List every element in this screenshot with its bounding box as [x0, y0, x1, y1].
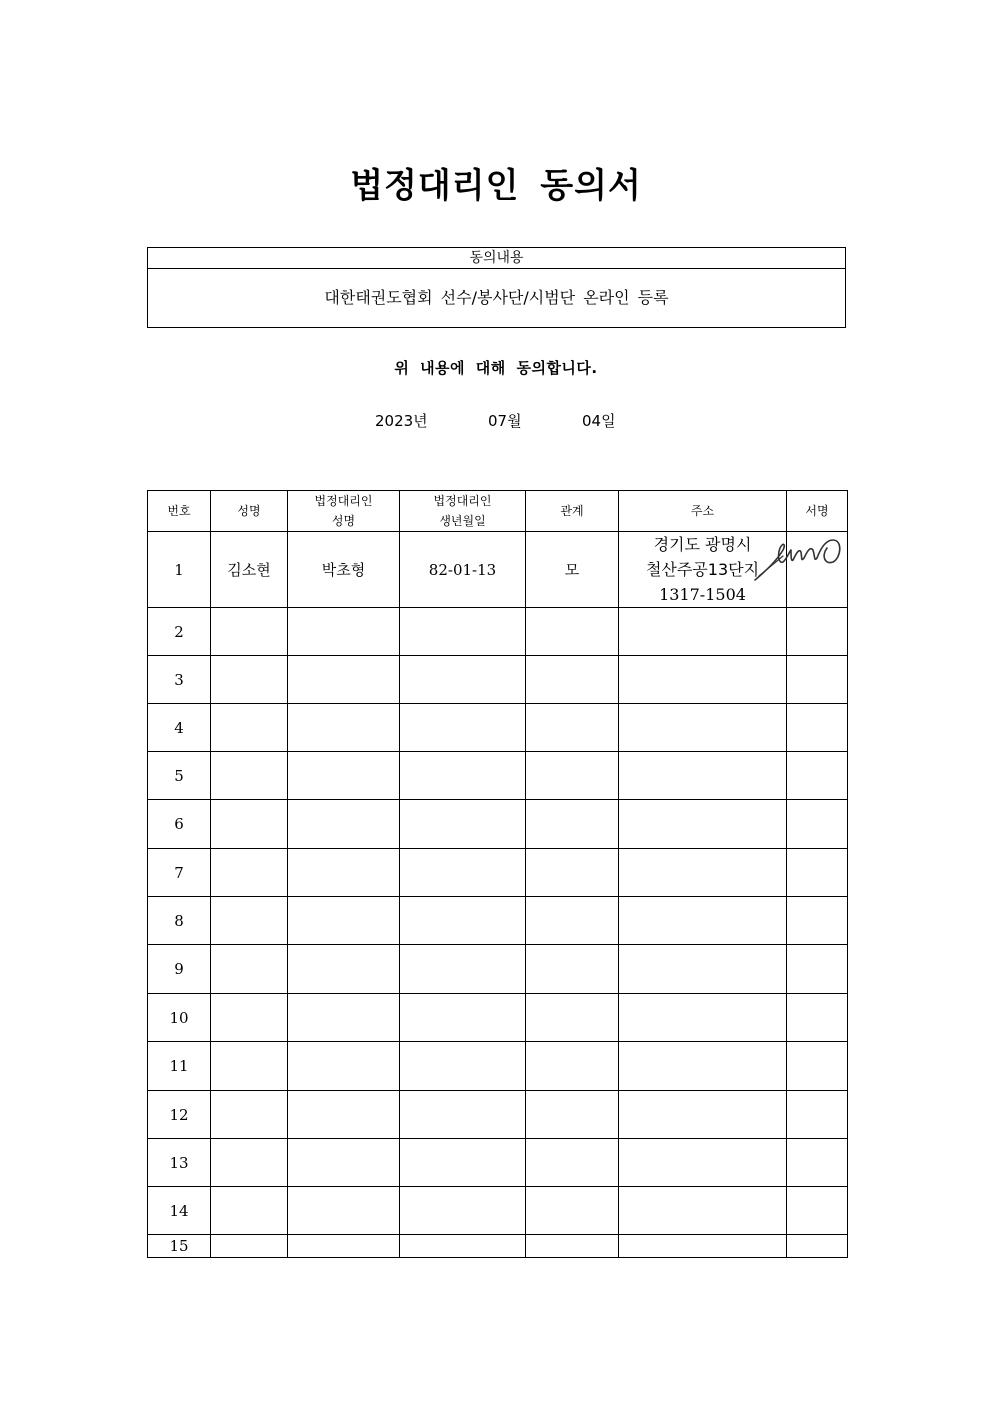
table-row: [148, 945, 848, 994]
header-relation: 관계: [526, 491, 619, 532]
header-name: 성명: [211, 491, 288, 532]
header-signature: 서명: [787, 491, 848, 532]
table-row: [148, 1091, 848, 1139]
agree-statement: 위 내용에 대해 동의합니다.: [394, 359, 598, 377]
consent-box: [147, 247, 846, 328]
header-guardian-birth-line1: 법정대리인: [433, 494, 492, 508]
table-row: [148, 752, 848, 800]
cell-no: 12: [148, 1091, 211, 1139]
cell-no: 4: [148, 704, 211, 752]
address-line-2: 철산주공13단지: [645, 560, 760, 579]
cell-no: 10: [148, 994, 211, 1042]
table-row: [148, 704, 848, 752]
header-address: 주소: [619, 491, 787, 532]
consent-content: 대한태권도협회 선수/봉사단/시범단 온라인 등록: [324, 288, 669, 307]
cell-no: 1: [148, 532, 211, 608]
cell-guardian-name: 박초형: [288, 532, 400, 608]
cell-signature: [787, 532, 848, 608]
cell-no: 6: [148, 800, 211, 849]
handwritten-signature: [753, 532, 845, 584]
cell-no: 11: [148, 1042, 211, 1091]
table-row: [148, 800, 848, 849]
cell-relation: 모: [526, 532, 619, 608]
table-row: [148, 608, 848, 656]
cell-no: 2: [148, 608, 211, 656]
cell-no: 7: [148, 849, 211, 897]
address-line-1: 경기도 광명시: [653, 535, 752, 554]
document-title: 법정대리인 동의서: [350, 166, 642, 206]
header-no: 번호: [148, 491, 211, 532]
table-row: [148, 1235, 848, 1258]
header-guardian-birth: [400, 491, 526, 532]
header-guardian-name-line2: 성명: [331, 514, 356, 528]
header-guardian-name: [288, 491, 400, 532]
table-row: [148, 1042, 848, 1091]
table-row: [148, 532, 848, 608]
cell-no: 8: [148, 897, 211, 945]
address-line-3: 1317-1504: [659, 585, 746, 604]
date-month: 07월: [488, 412, 522, 430]
header-guardian-birth-line2: 생년월일: [439, 514, 486, 528]
cell-no: 14: [148, 1187, 211, 1235]
date-year: 2023년: [375, 412, 428, 430]
table-header-row: [148, 491, 848, 532]
header-guardian-name-line1: 법정대리인: [314, 494, 373, 508]
cell-no: 15: [148, 1235, 211, 1258]
cell-no: 13: [148, 1139, 211, 1187]
table-row: [148, 849, 848, 897]
consent-header: 동의내용: [148, 248, 845, 269]
table-row: [148, 994, 848, 1042]
table-row: [148, 1139, 848, 1187]
table-row: [148, 1187, 848, 1235]
table-row: [148, 897, 848, 945]
cell-name: 김소현: [211, 532, 288, 608]
cell-no: 9: [148, 945, 211, 994]
table-row: [148, 656, 848, 704]
date-day: 04일: [582, 412, 616, 430]
cell-no: 3: [148, 656, 211, 704]
guardian-table: [147, 490, 848, 1258]
cell-guardian-birth: 82-01-13: [400, 532, 526, 608]
cell-no: 5: [148, 752, 211, 800]
